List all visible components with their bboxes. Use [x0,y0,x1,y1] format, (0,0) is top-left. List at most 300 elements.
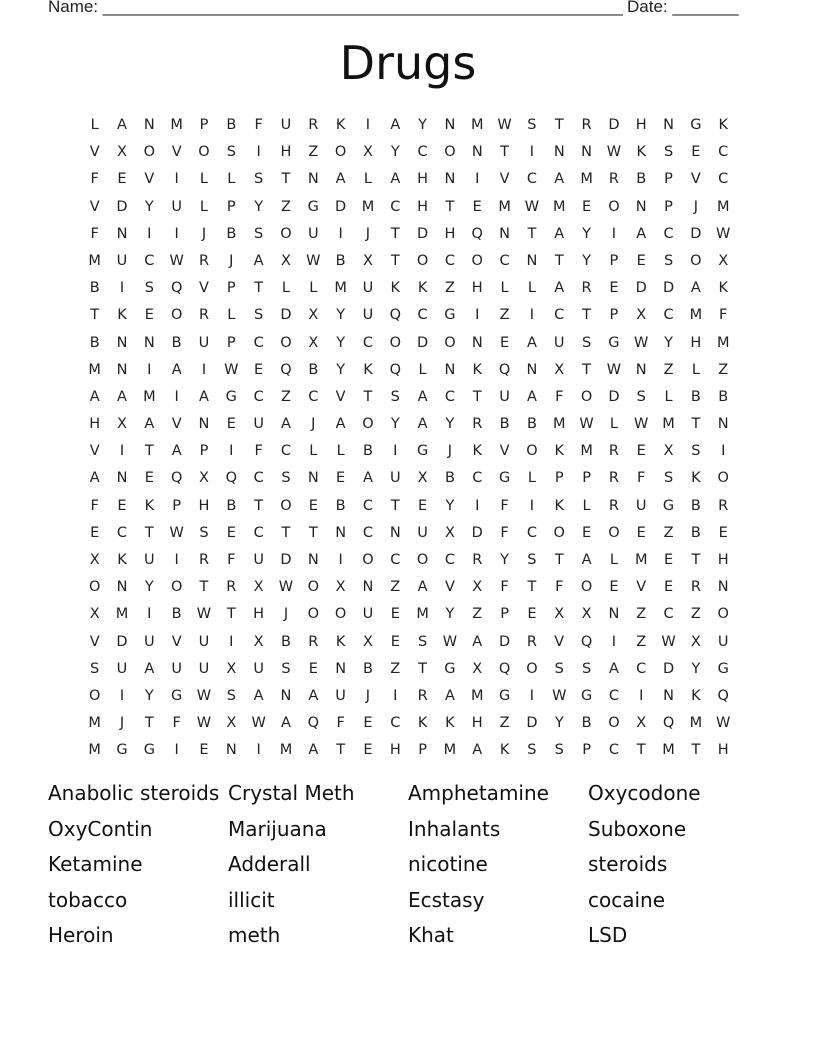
grid-letter: B [581,715,592,732]
grid-letter: A [308,742,319,759]
grid-letter: N [526,252,538,269]
grid-letter: J [447,443,453,460]
grid-letter: M [471,117,484,133]
grid-letter: A [472,633,483,650]
grid-letter: G [143,742,155,759]
grid-letter: J [283,606,289,623]
grid-letter: Z [472,606,483,623]
grid-letter: F [555,579,564,596]
grid-letter: J [365,687,371,704]
grid-letter: S [226,144,236,161]
grid-letter: Z [390,579,401,596]
grid-letter: U [198,334,210,351]
grid-row [81,656,737,683]
grid-letter: X [308,334,319,351]
grid-letter: Y [336,334,346,351]
grid-letter: T [90,307,100,324]
grid-letter: E [663,552,674,568]
word-list-item: OxyContin [48,816,153,841]
grid-letter: I [529,687,535,704]
grid-letter: E [663,579,674,596]
grid-letter: P [199,117,209,133]
grid-letter: D [526,715,538,732]
grid-letter: N [635,361,647,378]
grid-letter: H [198,497,210,514]
grid-letter: B [526,416,537,433]
grid-letter: D [116,633,128,650]
grid-letter: A [199,388,209,405]
grid-letter: O [280,497,292,514]
grid-letter: P [664,198,673,215]
grid-letter: H [389,742,401,759]
grid-letter: E [472,198,482,215]
grid-letter: T [691,416,701,433]
grid-letter: T [336,742,346,759]
grid-letter: M [552,198,566,215]
grid-letter: C [362,524,373,541]
grid-letter: R [472,416,483,433]
grid-letter: I [365,117,371,133]
grid-letter: R [608,497,619,514]
grid-letter: R [581,117,592,133]
grid-letter: W [224,361,239,378]
grid-letter: S [663,144,674,161]
grid-letter: W [634,416,649,433]
grid-letter: N [444,117,456,133]
grid-letter: I [119,443,125,460]
word-list-item: tobacco [48,887,128,912]
grid-letter: U [116,252,128,269]
grid-letter: B [636,171,647,188]
grid-letter: P [609,252,619,269]
grid-letter: A [526,388,537,405]
grid-letter: M [580,171,593,188]
grid-letter: W [634,334,649,351]
grid-letter: W [196,606,212,623]
grid-letter: E [254,361,264,378]
grid-letter: C [417,144,428,161]
grid-letter: K [636,144,646,161]
word-list-item: Amphetamine [408,781,549,805]
grid-letter: L [363,171,372,188]
grid-letter: D [116,198,128,215]
grid-letter: N [335,524,347,541]
grid-letter: I [393,687,398,704]
grid-letter: F [719,307,728,324]
grid-letter: N [116,470,128,487]
grid-letter: C [472,470,483,487]
grid-letter: U [335,687,346,704]
grid-letter: E [418,497,428,514]
grid-letter: I [721,443,726,460]
grid-letter: H [471,280,483,297]
grid-letter: D [335,198,347,215]
grid-letter: R [198,552,210,568]
grid-letter: G [171,687,183,704]
word-list-item: meth [228,923,281,947]
word-list-item: Marijuana [228,816,327,841]
grid-letter: W [306,252,321,269]
grid-letter: O [444,334,456,351]
grid-letter: O [717,470,729,487]
grid-row [81,710,737,737]
grid-letter: C [444,252,455,269]
grid-letter: Q [389,361,401,378]
grid-letter: I [529,497,535,514]
grid-letter: C [718,171,729,188]
grid-letter: N [116,361,128,378]
grid-letter: Y [418,117,428,133]
grid-letter: I [256,742,261,759]
grid-letter: P [554,470,564,487]
grid-letter: T [254,497,264,514]
grid-letter: F [172,715,181,732]
grid-letter: M [580,443,593,460]
grid-letter: E [609,579,619,596]
word-list-item: Ecstasy [408,887,485,912]
grid-letter: O [362,552,374,568]
grid-letter: Q [170,280,183,297]
grid-letter: O [334,606,347,623]
grid-letter: X [280,252,291,269]
grid-letter: R [226,579,237,596]
grid-letter: T [554,552,564,568]
grid-letter: O [526,443,538,460]
grid-letter: G [608,334,620,351]
grid-letter: F [254,117,263,133]
grid-letter: U [144,552,155,568]
grid-letter: C [253,524,264,541]
grid-letter: K [117,552,127,568]
grid-letter: Q [170,470,183,487]
grid-letter: A [636,225,647,242]
grid-letter: T [390,497,400,514]
grid-letter: Y [554,715,564,732]
grid-letter: L [582,497,591,514]
grid-letter: W [278,579,294,596]
grid-letter: V [199,280,209,297]
grid-letter: M [689,715,703,732]
grid-letter: E [390,606,400,623]
grid-letter: O [198,144,210,161]
grid-letter: H [690,334,702,351]
grid-letter: E [581,524,592,541]
grid-letter: A [308,687,319,704]
grid-letter: I [229,633,234,650]
grid-letter: E [636,252,646,269]
grid-letter: D [662,660,675,677]
grid-letter: C [362,334,373,351]
grid-letter: V [499,443,510,460]
grid-letter: N [499,225,511,242]
grid-letter: N [116,225,128,242]
grid-letter: X [581,606,592,623]
grid-letter: M [334,280,347,297]
grid-letter: E [390,633,400,650]
grid-letter: I [338,225,343,242]
grid-letter: P [226,198,236,215]
grid-letter: A [117,388,127,405]
grid-letter: K [472,361,483,378]
grid-letter: O [416,252,429,269]
grid-letter: X [636,307,647,324]
grid-letter: M [115,606,129,623]
grid-letter: O [307,606,319,623]
grid-letter: Y [336,361,346,378]
grid-letter: T [691,742,701,759]
grid-letter: O [334,144,347,161]
grid-letter: D [417,225,429,242]
grid-letter: X [554,361,565,378]
grid-letter: Q [280,361,292,378]
grid-letter: A [89,388,100,405]
grid-letter: U [280,117,292,133]
grid-letter: A [390,117,401,133]
grid-letter: M [471,687,484,704]
grid-letter: I [174,552,179,568]
grid-letter: S [226,687,236,704]
grid-letter: B [89,280,100,297]
grid-row [81,139,737,166]
grid-letter: S [417,633,428,650]
grid-letter: C [663,606,674,623]
grid-letter: F [90,497,99,514]
grid-letter: X [199,470,209,487]
grid-letter: G [116,742,128,759]
grid-letter: A [554,280,565,297]
grid-letter: S [554,742,564,759]
grid-row [81,465,737,492]
grid-letter: C [280,443,292,460]
grid-letter: S [390,388,400,405]
grid-letter: V [690,171,701,188]
grid-letter: X [472,579,483,596]
grid-letter: O [389,334,401,351]
grid-letter: A [417,416,428,433]
grid-letter: C [526,524,537,541]
grid-letter: T [144,715,154,732]
grid-letter: A [335,171,346,188]
grid-letter: N [143,117,155,133]
grid-letter: L [227,307,236,324]
grid-letter: B [362,660,373,677]
grid-letter: A [390,171,401,188]
grid-letter: L [199,171,209,188]
grid-letter: M [662,416,675,433]
word-list-item: Oxycodone [588,781,701,805]
grid-letter: B [718,388,729,405]
grid-letter: M [170,117,183,133]
grid-letter: I [475,307,480,324]
grid-letter: W [169,524,184,541]
grid-letter: N [143,334,155,351]
grid-letter: K [472,443,483,460]
grid-letter: Q [498,660,511,677]
grid-row [81,357,737,384]
grid-letter: V [554,633,565,650]
grid-letter: Q [498,361,511,378]
grid-letter: W [169,252,184,269]
grid-letter: R [608,470,619,487]
grid-letter: R [718,497,729,514]
grid-letter: U [417,524,428,541]
grid-letter: C [499,252,510,269]
grid-letter: B [690,524,701,541]
word-list-item: Crystal Meth [228,781,355,805]
grid-letter: F [555,388,564,405]
grid-letter: G [498,687,511,704]
grid-letter: E [226,416,236,433]
grid-letter: A [690,280,701,297]
grid-letter: R [417,687,428,704]
grid-letter: S [581,660,592,677]
grid-letter: R [608,171,619,188]
grid-letter: E [363,742,373,759]
grid-letter: K [554,443,564,460]
grid-letter: X [117,144,127,161]
grid-letter: N [444,171,456,188]
grid-letter: N [471,334,483,351]
grid-letter: C [718,144,729,161]
grid-letter: V [89,443,100,460]
grid-letter: E [581,198,592,215]
grid-letter: L [527,470,536,487]
grid-row [81,384,737,411]
grid-letter: Y [445,497,455,514]
grid-letter: O [471,252,483,269]
grid-letter: S [90,660,100,677]
grid-letter: E [226,524,236,541]
grid-letter: I [174,171,179,188]
grid-letter: T [527,225,537,242]
grid-letter: E [691,144,701,161]
grid-letter: I [119,687,125,704]
grid-letter: R [526,633,537,650]
word-list-item: Ketamine [48,852,143,876]
grid-letter: F [227,552,236,568]
grid-letter: M [88,742,101,759]
grid-letter: C [417,307,428,324]
grid-letter: A [581,552,592,568]
grid-letter: B [335,252,346,269]
grid-letter: S [527,552,537,568]
grid-letter: M [443,742,457,759]
grid-letter: U [253,552,264,568]
grid-letter: C [308,388,319,405]
grid-letter: P [664,171,673,188]
grid-letter: E [308,497,318,514]
grid-letter: E [90,524,100,541]
grid-letter: D [662,280,675,297]
grid-letter: N [526,361,538,378]
grid-letter: E [636,524,646,541]
grid-letter: U [717,633,729,650]
grid-letter: I [393,443,398,460]
grid-letter: G [717,660,729,677]
grid-letter: Y [445,606,455,623]
grid-letter: K [117,307,127,324]
grid-letter: T [281,171,291,188]
grid-letter: I [475,171,480,188]
grid-letter: A [417,388,428,405]
grid-letter: E [117,171,127,188]
grid-letter: A [144,660,155,677]
grid-letter: T [582,307,591,324]
grid-row [81,547,737,574]
grid-letter: U [116,660,128,677]
grid-letter: Z [280,198,291,215]
grid-letter: V [171,416,182,433]
grid-letter: U [362,307,374,324]
grid-letter: W [606,361,622,378]
grid-letter: W [524,198,540,215]
grid-letter: U [253,660,264,677]
grid-letter: M [416,606,429,623]
grid-letter: T [144,443,154,460]
grid-letter: N [553,144,565,161]
grid-letter: X [89,606,100,623]
grid-letter: A [281,715,291,732]
grid-letter: L [609,416,618,433]
grid-letter: S [663,252,674,269]
grid-letter: A [144,416,155,433]
grid-letter: B [226,497,237,514]
grid-letter: E [199,742,209,759]
grid-letter: S [527,742,537,759]
grid-letter: F [254,443,263,460]
grid-letter: N [663,687,674,704]
grid-letter: C [253,470,264,487]
grid-row [81,194,737,221]
grid-letter: P [582,470,591,487]
grid-letter: X [690,633,701,650]
grid-letter: G [444,307,456,324]
grid-letter: L [527,280,536,297]
grid-letter: A [253,687,264,704]
grid-letter: X [226,660,237,677]
grid-letter: I [256,144,261,161]
grid-letter: N [581,144,592,161]
grid-letter: O [526,660,538,677]
grid-letter: Y [144,579,154,596]
grid-letter: X [253,579,264,596]
grid-letter: L [199,198,209,215]
grid-letter: Q [580,633,593,650]
grid-letter: C [663,225,674,242]
grid-letter: E [144,307,154,324]
grid-letter: E [144,470,154,487]
grid-letter: R [581,280,592,297]
grid-letter: U [362,280,374,297]
grid-letter: K [691,470,701,487]
grid-letter: A [417,579,428,596]
grid-letter: I [639,687,644,704]
word-list-item: Suboxone [588,816,687,841]
grid-letter: A [472,742,483,759]
grid-letter: Z [444,280,455,297]
grid-letter: A [281,416,291,433]
grid-letter: F [637,470,646,487]
grid-row [81,574,737,601]
grid-letter: H [417,171,429,188]
grid-letter: K [445,715,455,732]
letter-grid [81,112,737,765]
grid-letter: L [281,280,290,297]
grid-letter: N [116,579,128,596]
grid-letter: I [147,225,152,242]
grid-letter: A [444,687,455,704]
grid-letter: L [609,552,618,568]
